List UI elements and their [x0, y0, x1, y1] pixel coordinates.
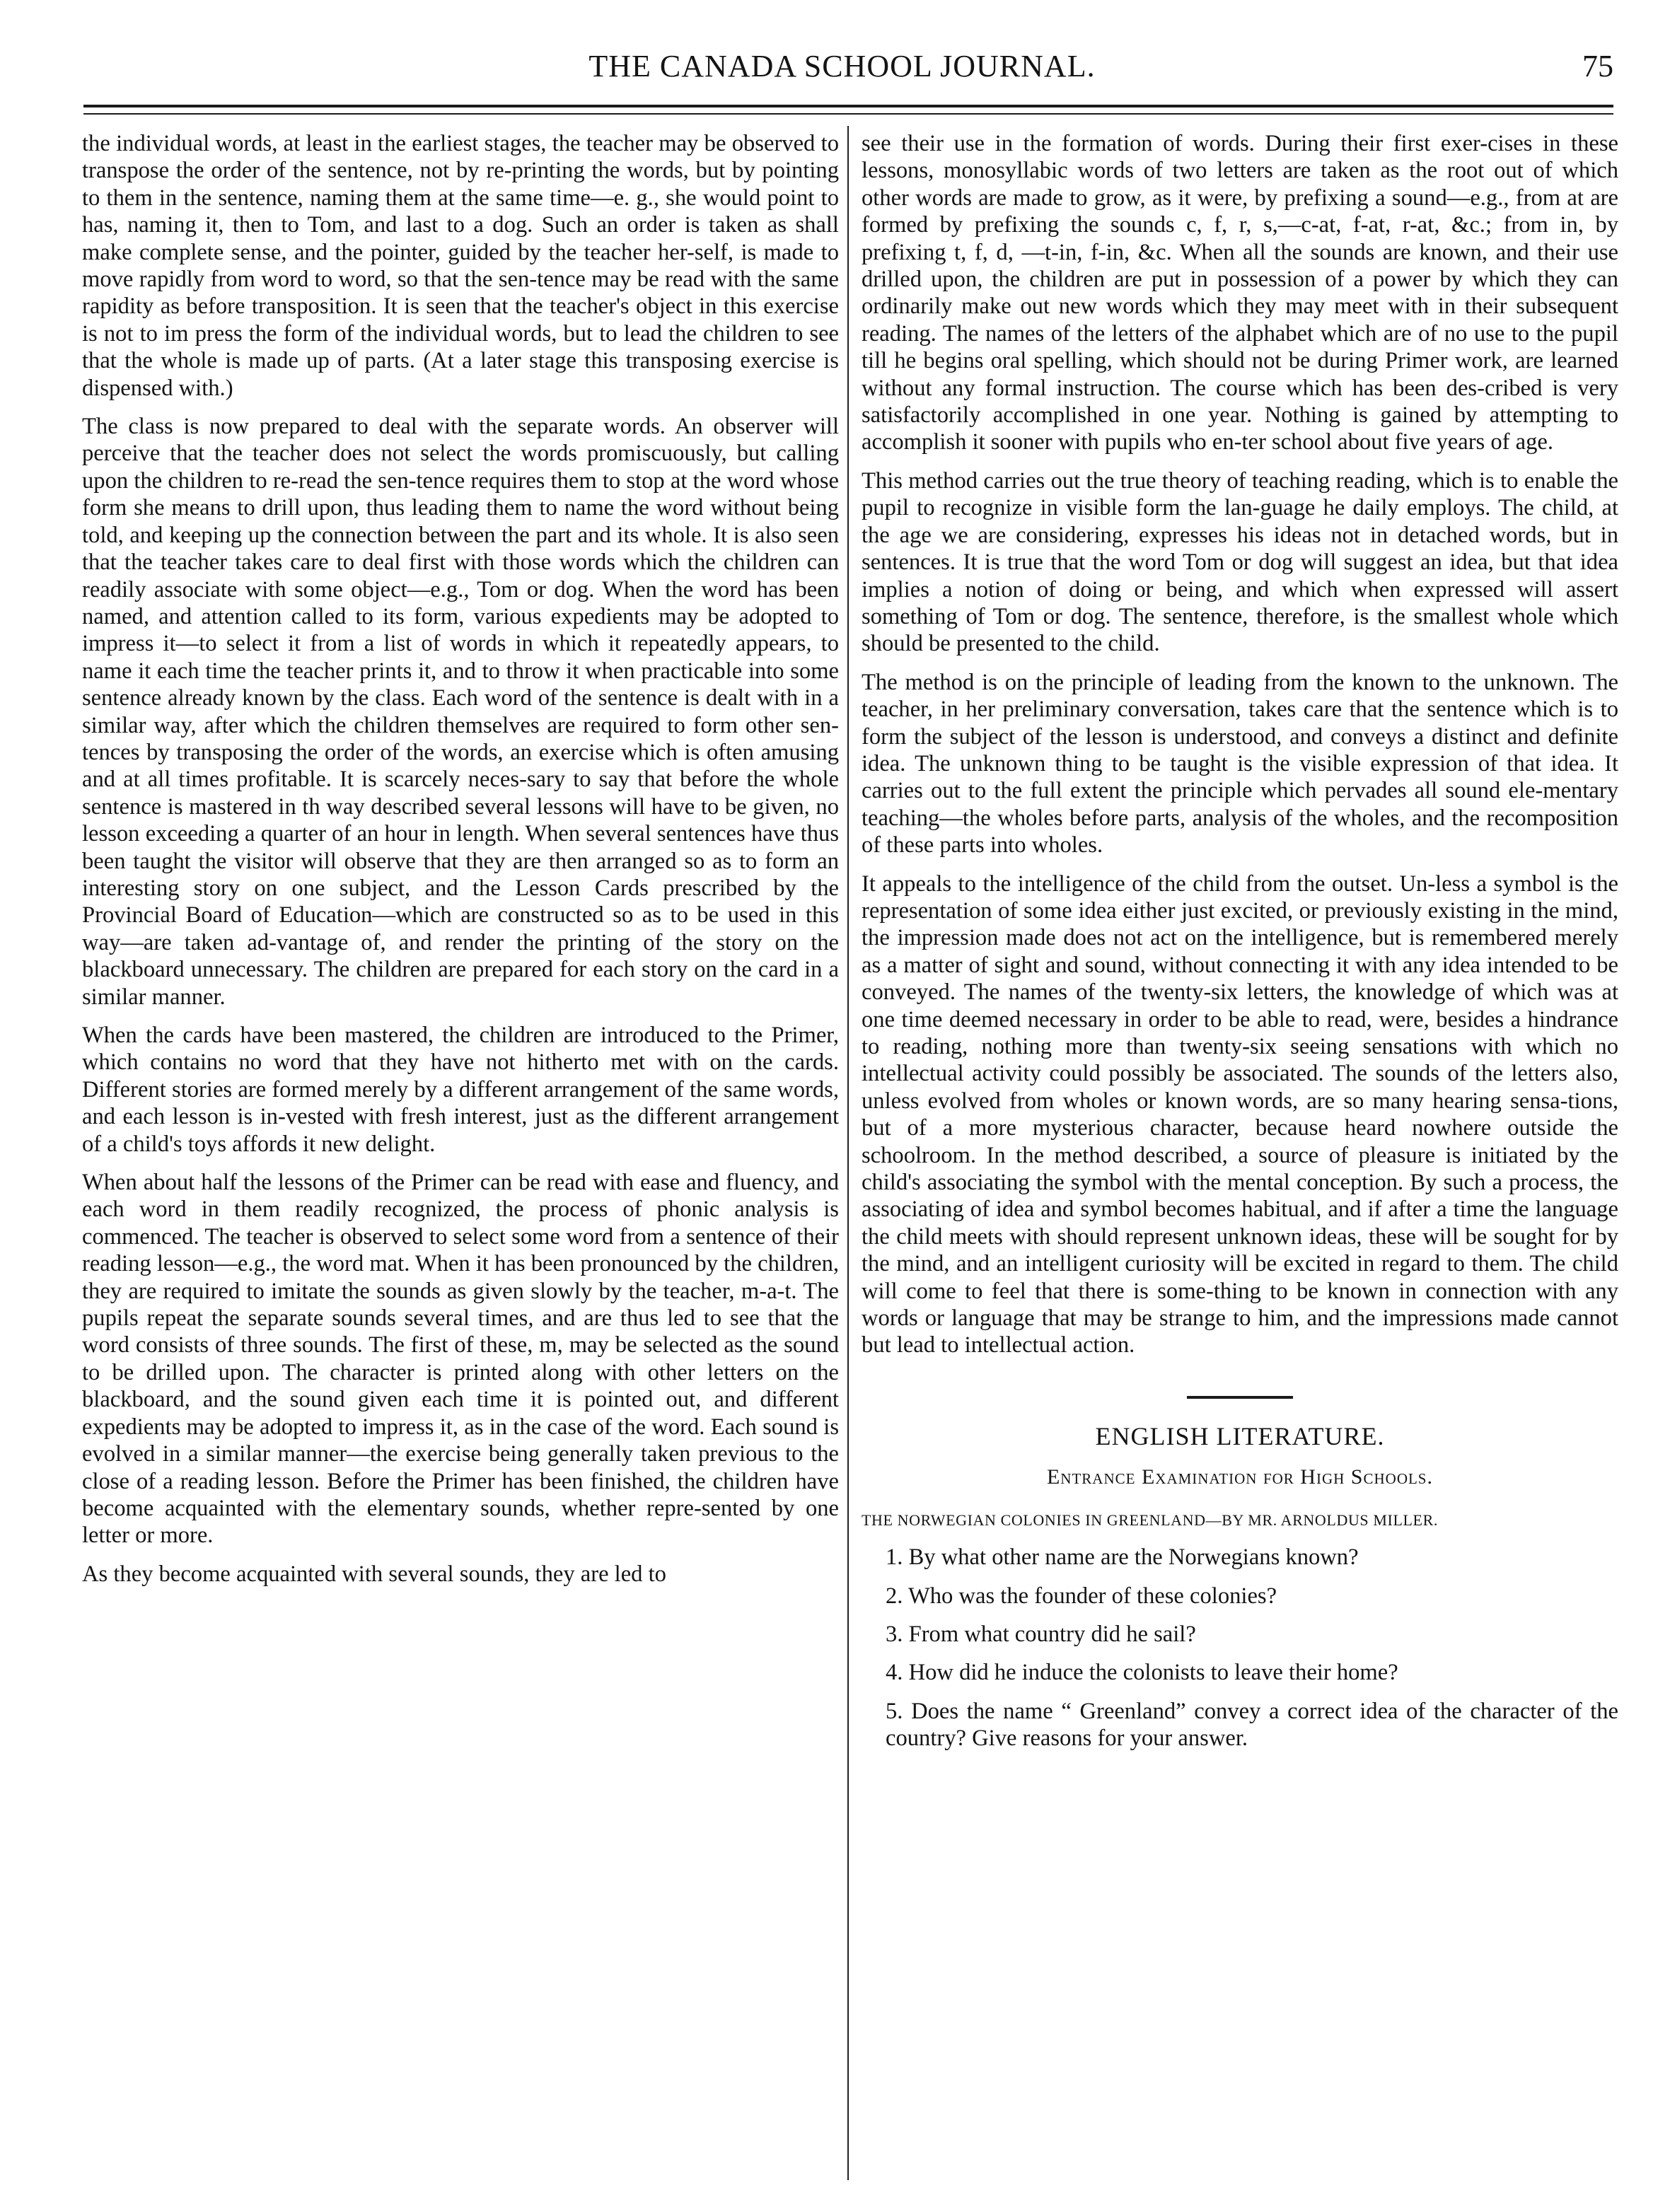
question-item: 3. From what country did he sail? — [886, 1621, 1196, 1647]
paragraph: see their use in the formation of words. During their first exer-cises in these lessons, monosyllabic words of two letters are taken as the root out of which other words are made to grow, as it were, by prefixing a sound—e.g., from at are formed by prefixing the sounds c, f, r, s,—c-at, f-at, r-at, &c.; from in, by prefixing t, f, d, —t-in, f-in, &c. When all the sounds are known, and their use drilled upon, the children are put in possession of a power by which they can ordinarily make out new words which they may meet with in their subsequent reading. The names of the letters of the alphabet which are of no use to the pupil till he begins oral spelling, which should not be during Primer work, are learned without any formal instruction. The course which has been des-cribed is very satisfactorily accomplished in one year. Nothing is gained by attempting to accomplish it sooner with pupils who en-ter school about five years of age. — [862, 131, 1618, 455]
journal-title: THE CANADA SCHOOL JOURNAL. — [588, 49, 1096, 83]
page-header — [71, 45, 1613, 102]
section-title: ENGLISH LITERATURE. — [1095, 1421, 1385, 1450]
header-rule-thin — [83, 113, 1613, 115]
page-number: 75 — [1582, 49, 1613, 83]
paragraph: This method carries out the true theory of teaching reading, which is to enable the pupil to recognize in visible form the lan-guage he daily employs. The child, at the age we are considering, expresses his ideas not in detached words, but in sentences. It is true that the word Tom or dog will suggest an idea, but that idea implies a notion of doing or being, and which when expressed will assert something of Tom or dog. The sentence, therefore, is the smallest whole which should be presented to the child. — [862, 467, 1618, 657]
question-item: 1. By what other name are the Norwegians known? — [886, 1544, 1359, 1571]
section-subheading: THE NORWEGIAN COLONIES IN GREENLAND—BY MR. ARNOLDUS MILLER. — [862, 1510, 1438, 1529]
left-column — [82, 130, 839, 1599]
header-rule-thick — [83, 105, 1613, 107]
paragraph: The class is now prepared to deal with the separate words. An observer will perceive that the teacher does not select the words promiscuously, but calling upon the children to re-read the sen-tence requires them to stop at the word whose form she means to drill upon, thus leading them to name the word without being told, and keeping up the connection between the part and its whole. It is also seen that the teacher takes care to deal first with those words which the children can readily associate with some object—e.g., Tom or dog. When the word has been named, and attention called to its form, various expedients may be adopted to impress it—to select it from a list of words in which it repeatedly appears, to name it each time the teacher prints it, and to throw it when practicable into some sentence already known by the class. Each word of the sentence is dealt with in a similar way, after which the children themselves are required to form other sen-tences by transposing the order of the words, an exercise which is often amusing and at all times profitable. It is scarcely neces-sary to say that before the whole sentence is mastered in th way described several lessons will have to be given, no lesson exceeding a quarter of an hour in length. When several sentences have thus been taught the visitor will observe that they are then arranged so as to form an interesting story on one subject, and the Lesson Cards prescribed by the Provincial Board of Education—which are constructed so as to be used in this way—are taken ad-vantage of, and render the printing of the story on the blackboard unnecessary. The children are prepared for each story on the card in a similar manner. — [82, 414, 839, 1010]
question-item: 4. How did he induce the colonists to leave their home? — [886, 1660, 1398, 1686]
paragraph: the individual words, at least in the earliest stages, the teacher may be observed to transpose the order of the sentence, not by re-printing the words, but by pointing to them in the sentence, naming them at the same time—e. g., she would point to has, naming it, then to Tom, and last to a dog. Such an order is taken as shall make complete sense, and the pointer, guided by the teacher her-self, is made to move rapidly from word to word, so that the sen-tence may be read with the same rapidity as before transposition. It is seen that the teacher's object in this exercise is not to im press the form of the individual words, but to lead the children to see that the whole is made up of parts. (At a later stage this transposing exercise is dispensed with.) — [82, 131, 839, 401]
paragraph: When the cards have been mastered, the children are introduced to the Primer, which contains no word that they have not hitherto met with on the cards. Different stories are formed merely by a different arrangement of the same words, and each lesson is in-vested with fresh interest, just as the different arrangement of a child's toys affords it new delight. — [82, 1023, 839, 1157]
paragraph: The method is on the principle of leading from the known to the unknown. The teacher, in her preliminary conversation, takes care that the sentence which is to form the subject of the lesson is understood, and conveys a distinct and definite idea. The unknown thing to be taught is the visible expression of that idea. It carries out to the full extent the principle which pervades all sound ele-mentary teaching—the wholes before parts, analysis of the wholes, and the recomposition of these parts into wholes. — [862, 669, 1618, 858]
paragraph: It appeals to the intelligence of the child from the outset. Un-less a symbol is the representation of some idea either just excited, or previously existing in the mind, the impression made does not act on the intelligence, but is remembered merely as a matter of sight and sound, without connecting it with any idea intended to be conveyed. The names of the twenty-six letters, the knowledge of which was at one time deemed necessary in order to be able to read, were, besides a hindrance to reading, nothing more than twenty-six seeing sensations with which no intellectual activity could possibly be associated. The sounds of the letters also, unless evolved from wholes or known words, are so many hearing sensa-tions, but of a more mysterious character, because heard nowhere outside the schoolroom. In the method described, a source of pleasure is initiated by the child's associating the symbol with the mental conception. By such a process, the associating of idea and symbol becomes habitual, and if after a time the language the child meets with should represent unknown ideas, these will be sought for by the mind, and an intelligent curiosity will be excited in regard to them. The child will come to feel that there is some-thing to be known in connection with any words or language that may be strange to him, and the impressions made cannot but lead to intellectual action. — [862, 871, 1618, 1358]
paragraph: When about half the lessons of the Primer can be read with ease and fluency, and each word in them readily recognized, the process of phonic analysis is commenced. The teacher is observed to select some word from a sentence of their reading lesson—e.g., the word mat. When it has been pronounced by the children, they are required to imitate the sounds as given slowly by the teacher, m-a-t. The pupils repeat the separate sounds several times, and are thus led to see that the word consists of three sounds. The first of these, m, may be selected as the sound to be drilled upon. The character is printed along with other letters on the blackboard, and the sound given each time it is pointed out, and different expedients may be adopted to impress it, as in the case of the word. Each sound is evolved in a similar manner—the exercise being generally taken previous to the close of a reading lesson. Before the Primer has been finished, the children have become acquainted with the elementary sounds, whether repre-sented by one letter or more. — [82, 1170, 839, 1549]
right-column — [862, 130, 1618, 1764]
column-divider — [847, 126, 849, 2180]
question-item: 2. Who was the founder of these colonies? — [886, 1583, 1277, 1609]
paragraph: As they become acquainted with several sounds, they are led to — [82, 1561, 666, 1587]
section-subtitle: Entrance Examination for High Schools. — [1046, 1465, 1433, 1489]
section-divider — [1187, 1396, 1293, 1399]
question-item: 5. Does the name “ Greenland” convey a correct idea of the character of the country? Give reasons for your answer. — [886, 1698, 1618, 1752]
